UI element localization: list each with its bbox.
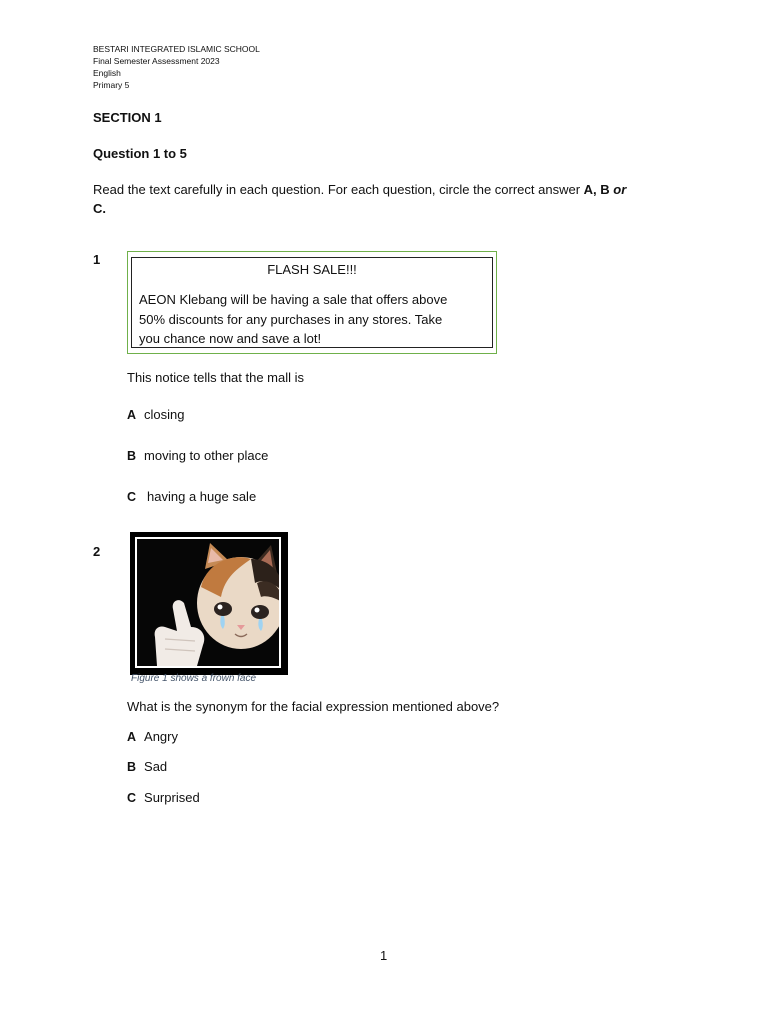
question-2-option-b[interactable] [127,758,167,776]
question-1-option-a[interactable] [127,406,185,424]
question-1-option-b[interactable] [127,447,268,465]
option-letter: A [127,730,137,744]
instructions-text: Read the text carefully in each question. For each question, circle the correct answer [93,182,584,197]
notice-inner-border [131,257,493,348]
option-text: moving to other place [144,448,269,463]
option-text: Surprised [144,790,200,805]
question-1-option-c[interactable] [127,488,256,506]
figure-caption: Figure 1 shows a frown face [131,673,257,684]
section-title: SECTION 1 [93,110,162,125]
question-2-option-c[interactable] [127,789,200,807]
option-text: Sad [144,759,168,774]
page-number: 1 [380,948,388,963]
question-number-2: 2 [93,544,101,559]
option-letter: B [127,760,137,774]
question-2-prompt: What is the synonym for the facial expression mentioned above? [127,699,500,714]
option-letter: B [127,449,137,463]
question-2-option-a[interactable] [127,728,178,746]
question-number-1: 1 [93,252,101,267]
subject: English [93,68,121,78]
option-text: Angry [144,729,178,744]
instructions-or: or [613,182,627,197]
notice-title: FLASH SALE!!! [267,262,357,277]
notice-box [127,251,497,354]
school-name: BESTARI INTEGRATED ISLAMIC SCHOOL [93,44,260,54]
instructions-letters-ab: A, B [583,182,610,197]
notice-line: 50% discounts for any purchases in any stores. Take [139,311,443,327]
notice-body [139,290,484,349]
option-letter: C [127,791,137,805]
question-1-prompt: This notice tells that the mall is [127,370,305,385]
instructions [93,180,693,218]
option-text: closing [144,407,185,422]
image-inner-border [135,537,281,668]
notice-line: AEON Klebang will be having a sale that offers above [139,292,448,307]
level: Primary 5 [93,80,130,90]
option-letter: A [127,408,137,422]
option-text: having a huge sale [147,489,257,504]
instructions-letter-c: C. [93,201,106,216]
crying-cat-thumbs-up-illustration [137,539,279,666]
question-range: Question 1 to 5 [93,146,187,161]
option-letter: C [127,490,137,504]
crying-cat-image [130,532,288,675]
assessment-title: Final Semester Assessment 2023 [93,56,220,66]
notice-line: you chance now and save a lot! [139,331,322,346]
